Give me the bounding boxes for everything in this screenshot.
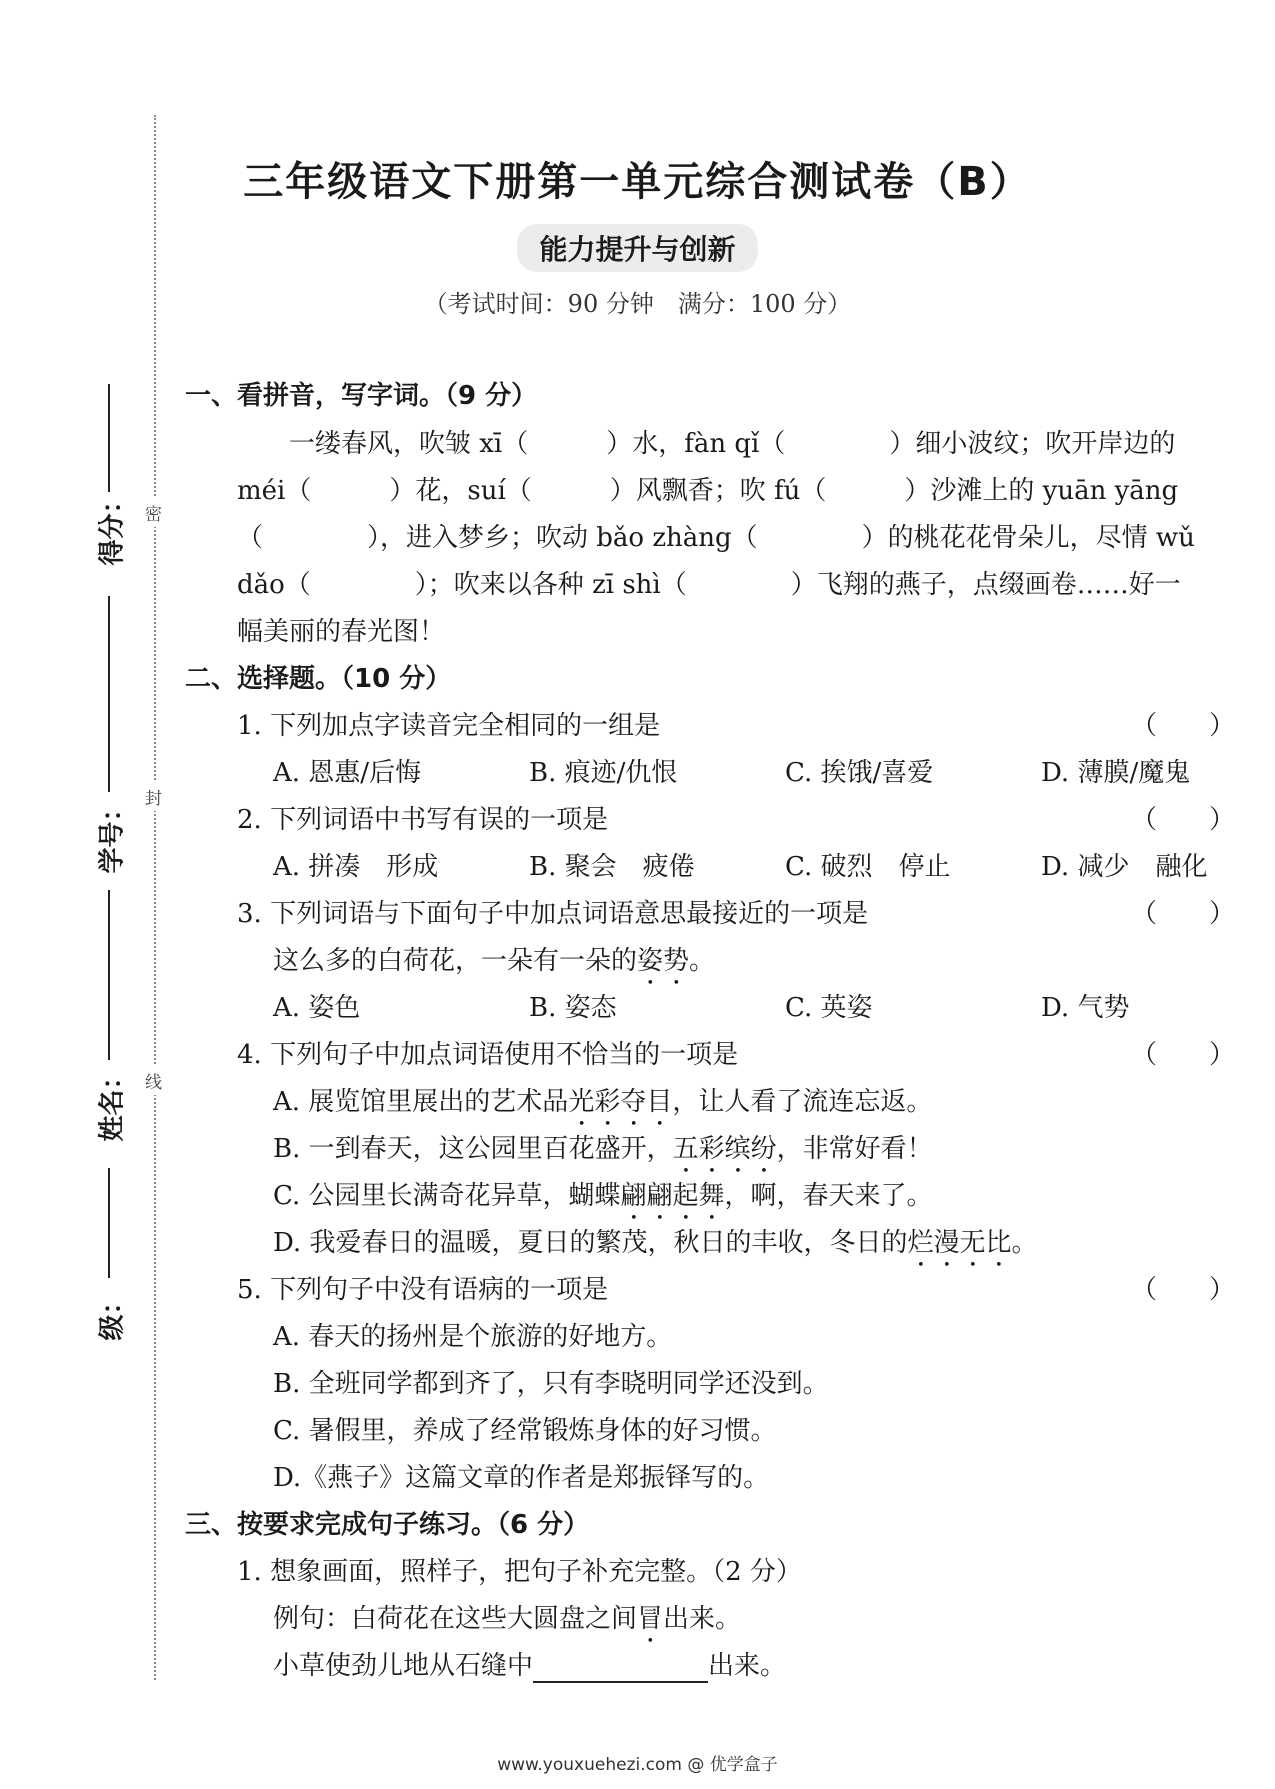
score-line [108, 384, 111, 492]
s3-q1-stem: 1. 想象画面，照样子，把句子补充完整。（2 分） [237, 1557, 802, 1587]
q1-answer-paren[interactable]: （ ） [1130, 711, 1235, 741]
q2-option-d: D. 减少 融化 [1041, 852, 1208, 882]
q1-row [237, 709, 1235, 743]
class-label: 级： [97, 1288, 128, 1341]
q2-option-b: B. 聚会 疲倦 [529, 852, 695, 882]
s3-answer-blank[interactable] [533, 1657, 708, 1683]
q4-b-text: B. 一到春天，这公园里百花盛开， [273, 1134, 673, 1164]
q3-dotted-word: 姿势 [637, 946, 690, 976]
q4-b-dotted: 五彩缤纷 [672, 1134, 777, 1164]
section1-heading: 一、看拼音，写字词。（9 分） [185, 381, 538, 411]
q4-c-end: ，啊，春天来了。 [724, 1181, 933, 1211]
class-line [108, 1168, 111, 1278]
q1-option-c: C. 挨饿/喜爱 [785, 758, 934, 788]
q2-option-a: A. 拼凑 形成 [273, 852, 439, 882]
q5-option-d: D.《燕子》这篇文章的作者是郑振铎写的。 [273, 1463, 770, 1493]
q3-stem: 3. 下列词语与下面句子中加点词语意思最接近的一项是 [237, 899, 869, 929]
section1-line-1: 一缕春风，吹皱 xī（ ）水，fàn qǐ（ ）细小波纹；吹开岸边的 [237, 429, 1176, 459]
q4-option-c [273, 1179, 933, 1226]
name-label: 姓名： [97, 1063, 128, 1142]
q3-row [237, 897, 1235, 931]
q4-row [237, 1038, 1235, 1072]
s3-task-text: 小草使劲儿地从石缝中 [273, 1651, 534, 1681]
q5-row [237, 1273, 1235, 1307]
q3-option-a: A. 姿色 [273, 993, 361, 1023]
seal-char-xian: 线 [145, 1066, 162, 1095]
score-label: 得分： [97, 487, 128, 566]
s3-example-text: 例句：白荷花在这些大圆盘之间 [273, 1604, 638, 1634]
seal-char-feng: 封 [145, 782, 162, 811]
q5-option-b: B. 全班同学都到齐了，只有李晓明同学还没到。 [273, 1369, 829, 1399]
q3-sentence [273, 944, 715, 991]
section1-line-5: 幅美丽的春光图！ [237, 617, 446, 647]
q5-answer-paren[interactable]: （ ） [1130, 1275, 1235, 1305]
q4-option-a [273, 1085, 932, 1132]
q4-a-dotted: 光彩夺目 [568, 1087, 673, 1117]
section2-heading: 二、选择题。（10 分） [185, 664, 452, 694]
q1-option-b: B. 痕迹/仇恨 [529, 758, 678, 788]
q4-option-b [273, 1132, 933, 1179]
q3-option-b: B. 姿态 [529, 993, 617, 1023]
s3-example-end: 出来。 [663, 1604, 742, 1634]
q4-b-end: ，非常好看！ [776, 1134, 933, 1164]
q5-option-c: C. 暑假里，养成了经常锻炼身体的好习惯。 [273, 1416, 777, 1446]
section1-line-2: méi（ ）花，suí（ ）风飘香；吹 fú（ ）沙滩上的 yuān yāng [237, 476, 1179, 506]
q4-d-dotted: 烂漫无比 [907, 1228, 1012, 1258]
s3-example [273, 1602, 741, 1649]
q4-a-end: ，让人看了流连忘返。 [672, 1087, 933, 1117]
s3-task [273, 1649, 786, 1683]
q4-stem: 4. 下列句子中加点词语使用不恰当的一项是 [237, 1040, 739, 1070]
q3-answer-paren[interactable]: （ ） [1130, 899, 1235, 929]
q3-sentence-end: 。 [689, 946, 716, 976]
section1-line-4: dǎo（ ）；吹来以各种 zī shì（ ）飞翔的燕子，点缀画卷……好一 [237, 570, 1181, 600]
page-subtitle: 能力提升与创新 [517, 224, 757, 272]
q3-option-c: C. 英姿 [785, 993, 873, 1023]
q4-option-d [273, 1226, 1037, 1273]
q1-option-a: A. 恩惠/后悔 [273, 758, 422, 788]
seal-char-mi: 密 [145, 498, 162, 527]
q4-answer-paren[interactable]: （ ） [1130, 1040, 1235, 1070]
q5-stem: 5. 下列句子中没有语病的一项是 [237, 1275, 609, 1305]
exam-info: （考试时间：90 分钟 满分：100 分） [423, 290, 852, 318]
q5-option-a: A. 春天的扬州是个旅游的好地方。 [273, 1322, 673, 1352]
q1-stem: 1. 下列加点字读音完全相同的一组是 [237, 711, 661, 741]
footer-watermark: www.youxuehezi.com @ 优学盒子 [497, 1755, 778, 1775]
q4-a-text: A. 展览馆里展出的艺术品 [273, 1087, 569, 1117]
section1-line-3: （ ），进入梦乡；吹动 bǎo zhàng（ ）的桃花花骨朵儿，尽情 wǔ [237, 523, 1195, 553]
q4-c-dotted: 翩翩起舞 [620, 1181, 725, 1211]
student-number-line [108, 596, 111, 792]
q3-sentence-text: 这么多的白荷花，一朵有一朵的 [273, 946, 638, 976]
q4-d-end: 。 [1011, 1228, 1038, 1258]
section3-heading: 三、按要求完成句子练习。（6 分） [185, 1510, 590, 1540]
q4-d-text: D. 我爱春日的温暖，夏日的繁茂，秋日的丰收，冬日的 [273, 1228, 908, 1258]
q3-option-d: D. 气势 [1041, 993, 1130, 1023]
q2-row [237, 803, 1235, 837]
q1-option-d: D. 薄膜/魔鬼 [1041, 758, 1191, 788]
s3-task-end: 出来。 [708, 1651, 787, 1681]
q2-answer-paren[interactable]: （ ） [1130, 805, 1235, 835]
page-title: 三年级语文下册第一单元综合测试卷（B） [243, 159, 1032, 205]
s3-example-dotted: 冒 [637, 1604, 664, 1634]
student-number-label: 学号： [97, 795, 128, 874]
q2-stem: 2. 下列词语中书写有误的一项是 [237, 805, 609, 835]
name-line [108, 890, 111, 1060]
q4-c-text: C. 公园里长满奇花异草，蝴蝶 [273, 1181, 621, 1211]
q2-option-c: C. 破烈 停止 [785, 852, 951, 882]
seal-dotted-line [154, 115, 156, 1680]
